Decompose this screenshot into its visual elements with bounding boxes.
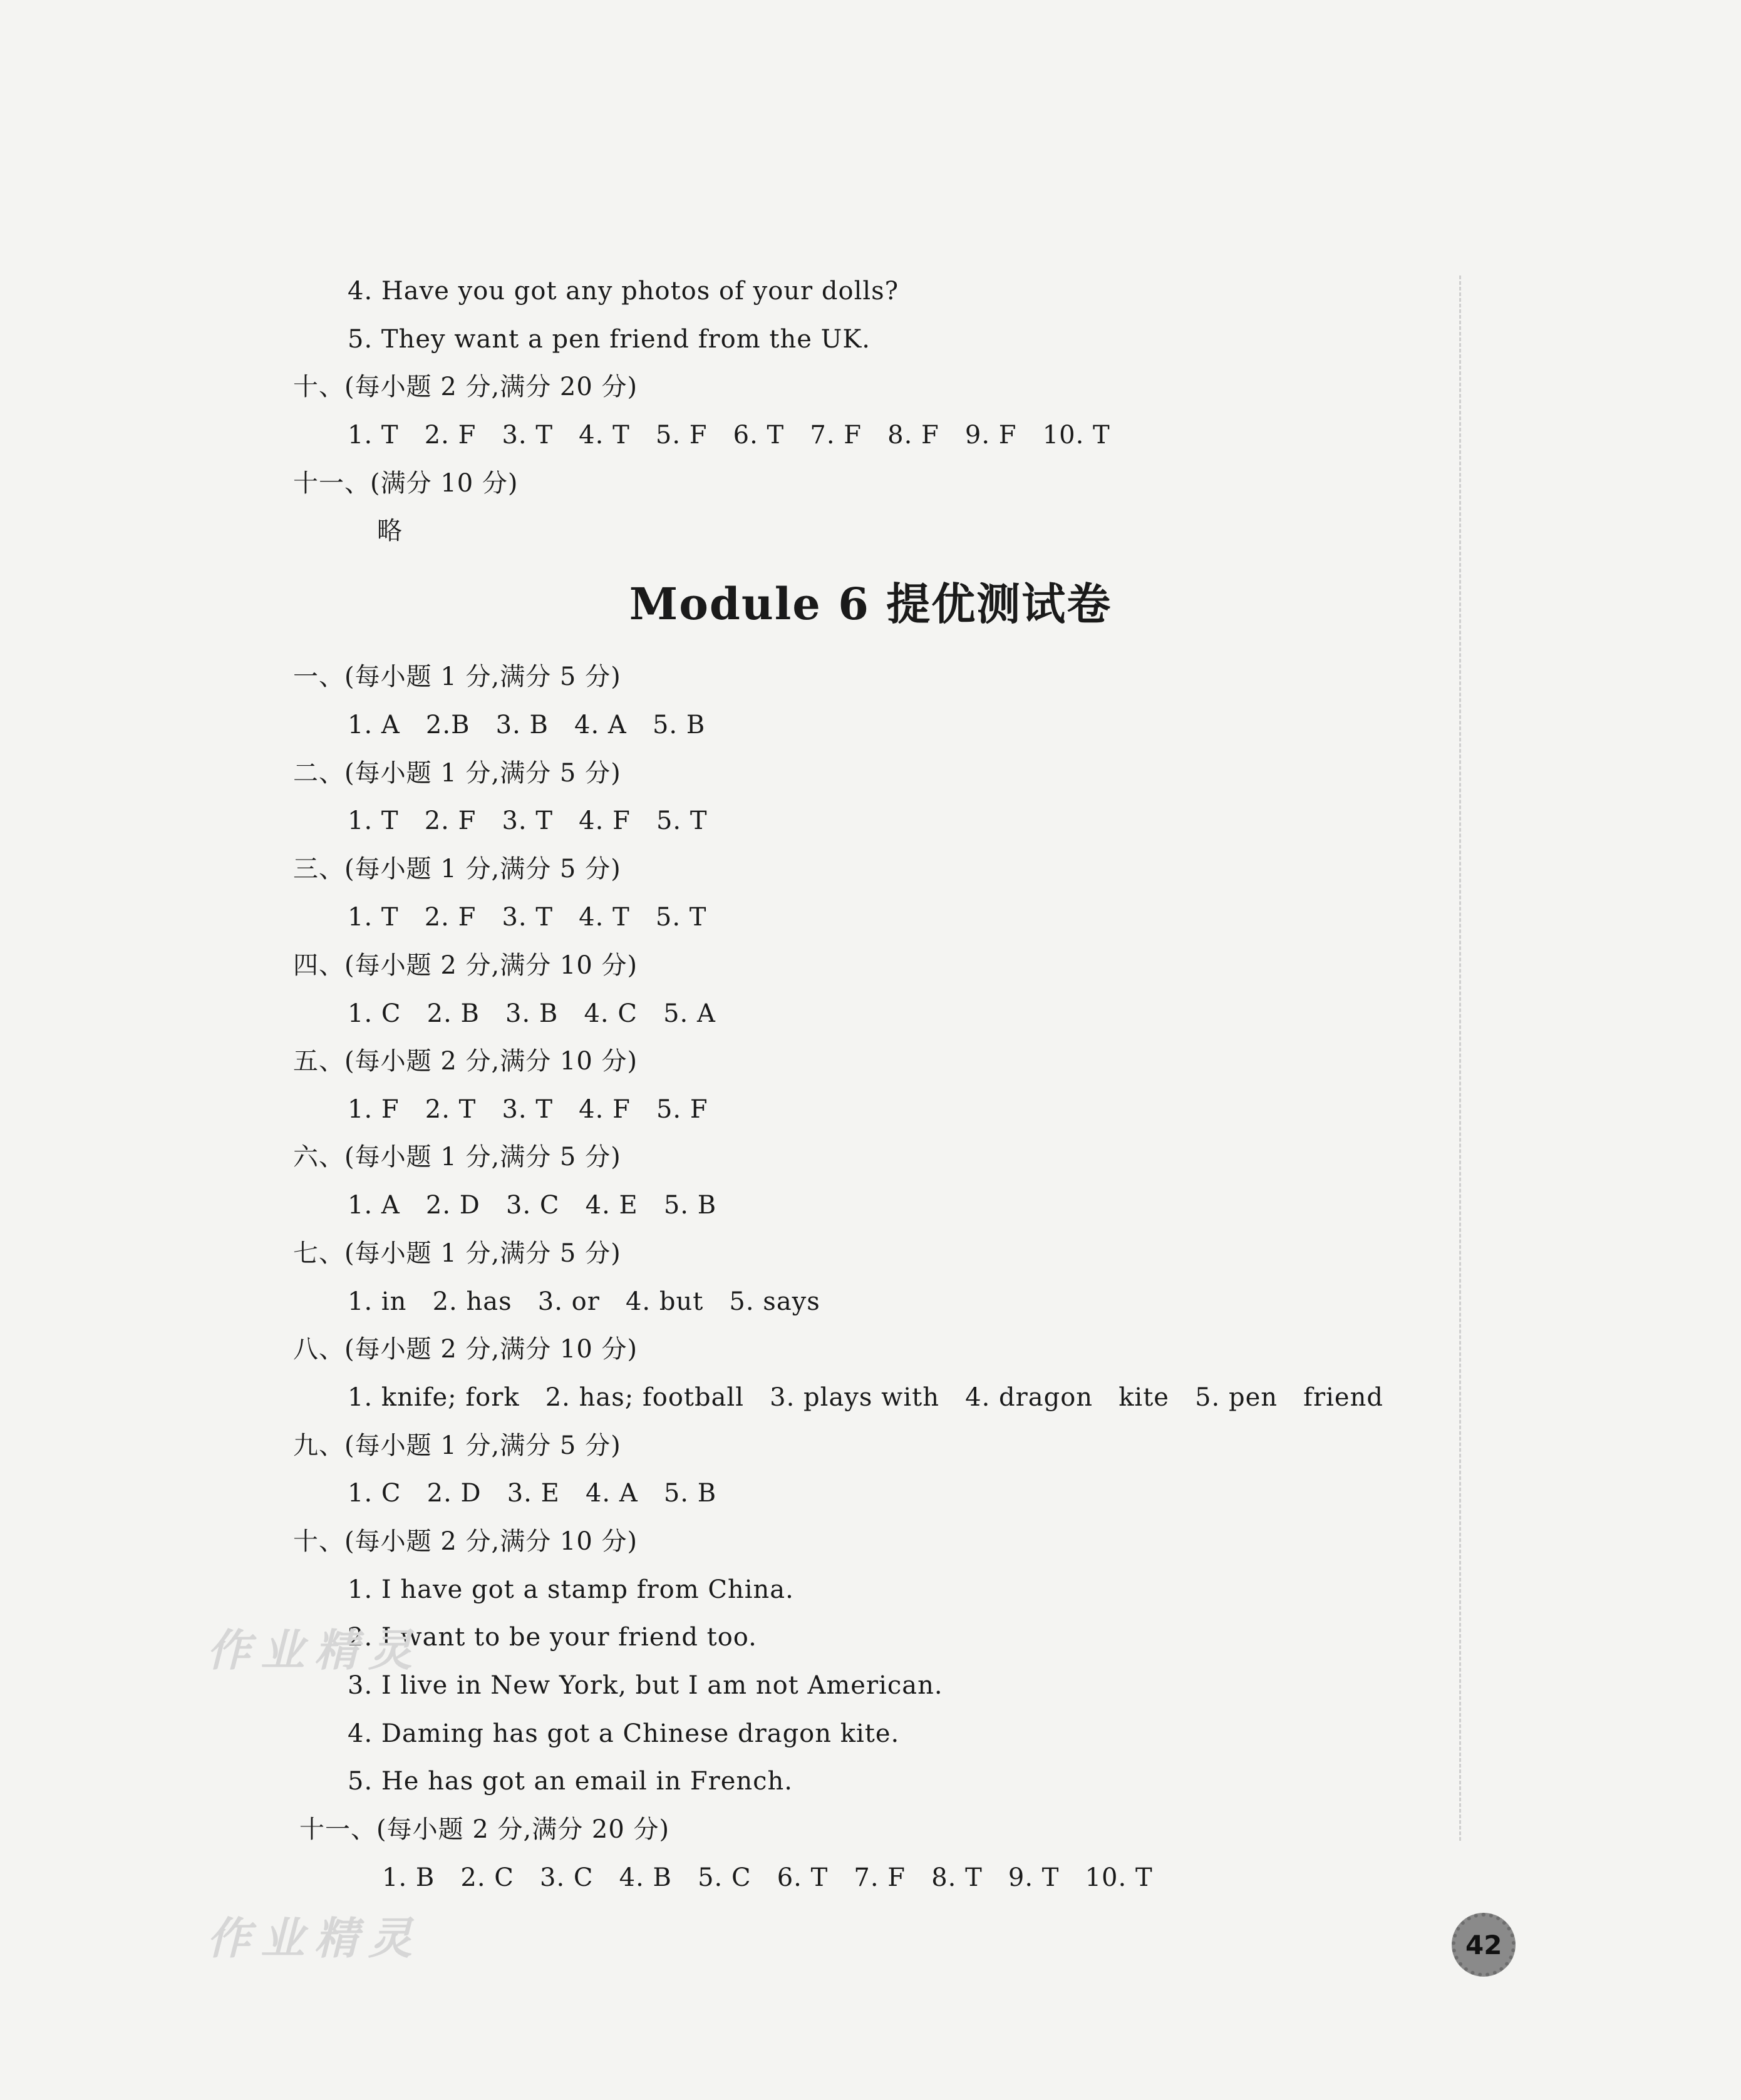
section-header: 六、(每小题 1 分,满分 5 分) [293, 1143, 621, 1171]
section-header: 十、(每小题 2 分,满分 10 分) [293, 1527, 638, 1556]
answer-line: 3. I live in New York, but I am not American. [348, 1671, 943, 1700]
watermark: 作业精灵 [207, 1625, 422, 1676]
answer-line: 4. Daming has got a Chinese dragon kite. [348, 1719, 900, 1748]
page-number-badge [1452, 1913, 1516, 1977]
answer-line: 1. T 2. F 3. T 4. T 5. F 6. T 7. F 8. F 9. F 10. T [348, 421, 1110, 450]
page-number: 42 [1465, 1929, 1502, 1960]
section-header: 九、(每小题 1 分,满分 5 分) [293, 1431, 621, 1460]
answer-line: 1. in 2. has 3. or 4. but 5. says [348, 1287, 820, 1316]
section-header: 七、(每小题 1 分,满分 5 分) [293, 1239, 621, 1268]
answer-line: 1. T 2. F 3. T 4. F 5. T [348, 806, 708, 835]
section-header: 三、(每小题 1 分,满分 5 分) [293, 855, 621, 883]
answer-line: 4. Have you got any photos of your dolls? [348, 277, 899, 306]
section-header: 八、(每小题 2 分,满分 10 分) [293, 1335, 638, 1364]
section-header: 一、(每小题 1 分,满分 5 分) [293, 662, 621, 691]
section-header: 二、(每小题 1 分,满分 5 分) [293, 759, 621, 788]
section-header: 十一、(满分 10 分) [293, 469, 519, 498]
answer-line: 2. I want to be your friend too. [348, 1623, 757, 1652]
answer-line: 5. They want a pen friend from the UK. [348, 325, 870, 354]
answer-line: 略 [377, 517, 403, 545]
answer-line: 1. knife; fork 2. has; football 3. plays with 4. dragon kite 5. pen friend [348, 1383, 1383, 1412]
answer-line: 1. I have got a stamp from China. [348, 1575, 794, 1604]
answer-line: 1. C 2. D 3. E 4. A 5. B [348, 1479, 717, 1508]
section-header: 五、(每小题 2 分,满分 10 分) [293, 1047, 638, 1076]
watermark: 作业精灵 [207, 1913, 422, 1964]
section-header: 十一、(每小题 2 分,满分 20 分) [299, 1815, 670, 1844]
answer-line: 1. F 2. T 3. T 4. F 5. F [348, 1095, 708, 1124]
answer-line: 1. B 2. C 3. C 4. B 5. C 6. T 7. F 8. T 9. T 10. T [382, 1863, 1153, 1892]
binding-dashed-line [1459, 275, 1461, 1841]
answer-line: 1. T 2. F 3. T 4. T 5. T [348, 903, 707, 932]
answer-line: 5. He has got an email in French. [348, 1767, 793, 1796]
answer-line: 1. C 2. B 3. B 4. C 5. A [348, 999, 716, 1028]
section-header: 四、(每小题 2 分,满分 10 分) [293, 951, 638, 980]
section-header: 十、(每小题 2 分,满分 20 分) [293, 373, 638, 401]
page-title: Module 6 提优测试卷 [629, 578, 1112, 630]
answer-line: 1. A 2.B 3. B 4. A 5. B [348, 711, 706, 739]
answer-line: 1. A 2. D 3. C 4. E 5. B [348, 1191, 717, 1220]
